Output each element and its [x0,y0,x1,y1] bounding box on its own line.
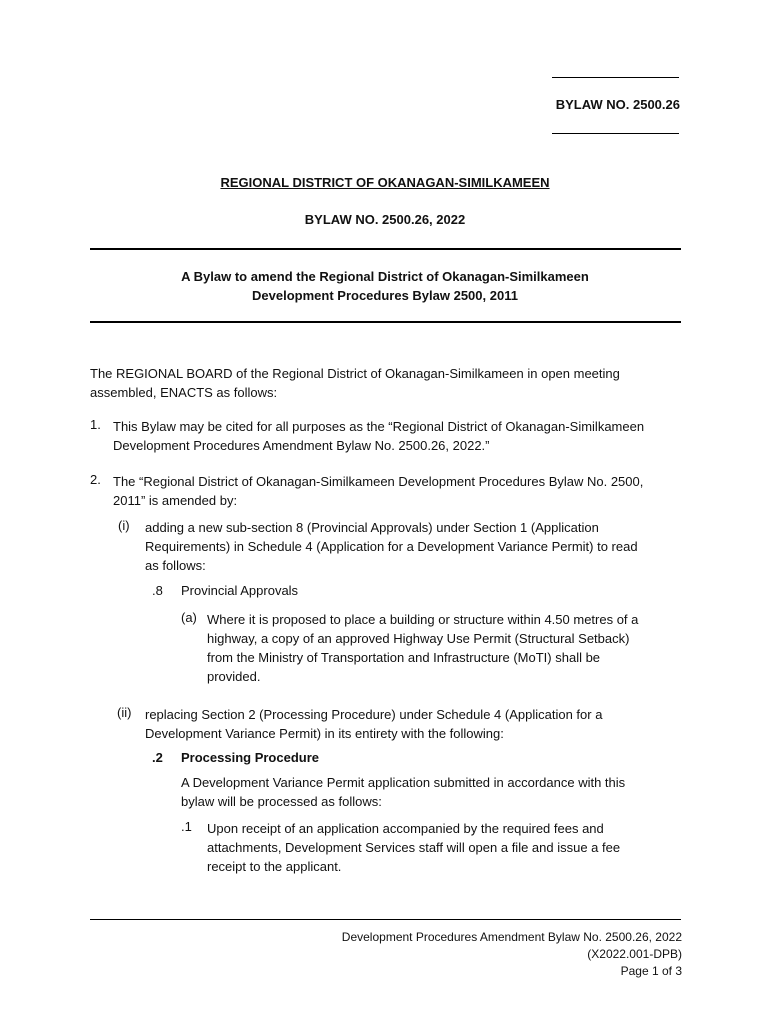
footer-page-number: Page 1 of 3 [620,964,682,978]
item-2-number: 2. [90,472,101,487]
footer-rule [90,919,681,920]
title-rule-top [90,248,681,250]
section-8-number: .8 [152,583,163,598]
section-2-title: Processing Procedure [181,750,319,765]
bylaw-title: BYLAW NO. 2500.26, 2022 [304,212,466,227]
item-1-number: 1. [90,417,101,432]
org-title: REGIONAL DISTRICT OF OKANAGAN-SIMILKAMEEN [220,175,550,190]
item-2-line: 2011” is amended by: [113,493,238,508]
section-2-1-text [207,819,687,876]
sub-ii-line: replacing Section 2 (Processing Procedure) under Schedule 4 (Application for a [145,707,603,722]
purpose-line-2: Development Procedures Bylaw 2500, 2011 [252,288,518,303]
sub-i-text [145,518,685,575]
section-2-text [181,773,681,811]
section-2-line: bylaw will be processed as follows: [181,794,382,809]
section-2-line: A Development Variance Permit application submitted in accordance with this [181,775,626,790]
header-rule-top [552,77,679,78]
section-2-1-line: receipt to the applicant. [207,859,342,874]
section-8a-line: from the Ministry of Transportation and Infrastructure (MoTI) shall be [207,650,601,665]
section-2-1-line: Upon receipt of an application accompanied by the required fees and [207,821,604,836]
footer-file-number: (X2022.001-DPB) [587,947,682,961]
sub-ii-line: Development Variance Permit) in its entirety with the following: [145,726,504,741]
section-8a-number: (a) [181,610,197,625]
intro-line: The REGIONAL BOARD of the Regional District of Okanagan-Similkameen in open meeting [90,366,620,381]
section-8a-line: Where it is proposed to place a building or structure within 4.50 metres of a [207,612,639,627]
item-1-line: Development Procedures Amendment Bylaw No. 2500.26, 2022.” [113,438,490,453]
intro-text [90,364,690,402]
header-rule-bottom [552,133,679,134]
section-2-1-line: attachments, Development Services staff will open a file and issue a fee [207,840,621,855]
sub-i-line: as follows: [145,558,206,573]
item-2-line: The “Regional District of Okanagan-Similkameen Development Procedures Bylaw No. 2500, [113,474,644,489]
intro-line: assembled, ENACTS as follows: [90,385,278,400]
section-8-title: Provincial Approvals [181,583,299,598]
sub-ii-text [145,705,685,743]
item-2-text [113,472,693,510]
section-2-number: .2 [152,750,163,765]
section-8a-text [207,610,687,686]
item-1-text [113,417,693,455]
section-2-1-number: .1 [181,819,192,834]
item-1-line: This Bylaw may be cited for all purposes as the “Regional District of Okanagan-Similkameen [113,419,645,434]
section-8a-line: highway, a copy of an approved Highway Use Permit (Structural Setback) [207,631,630,646]
title-rule-bottom [90,321,681,323]
footer-title: Development Procedures Amendment Bylaw No. 2500.26, 2022 [341,930,682,944]
sub-i-line: adding a new sub-section 8 (Provincial Approvals) under Section 1 (Application [145,520,599,535]
section-8a-line: provided. [207,669,261,684]
sub-i-number: (i) [118,518,130,533]
sub-i-line: Requirements) in Schedule 4 (Application for a Development Variance Permit) to read [145,539,638,554]
header-bylaw-label: BYLAW NO. 2500.26 [555,97,680,112]
footer-info [280,929,682,980]
purpose-line-1: A Bylaw to amend the Regional District of Okanagan-Similkameen [181,269,589,284]
sub-ii-number: (ii) [117,705,132,720]
